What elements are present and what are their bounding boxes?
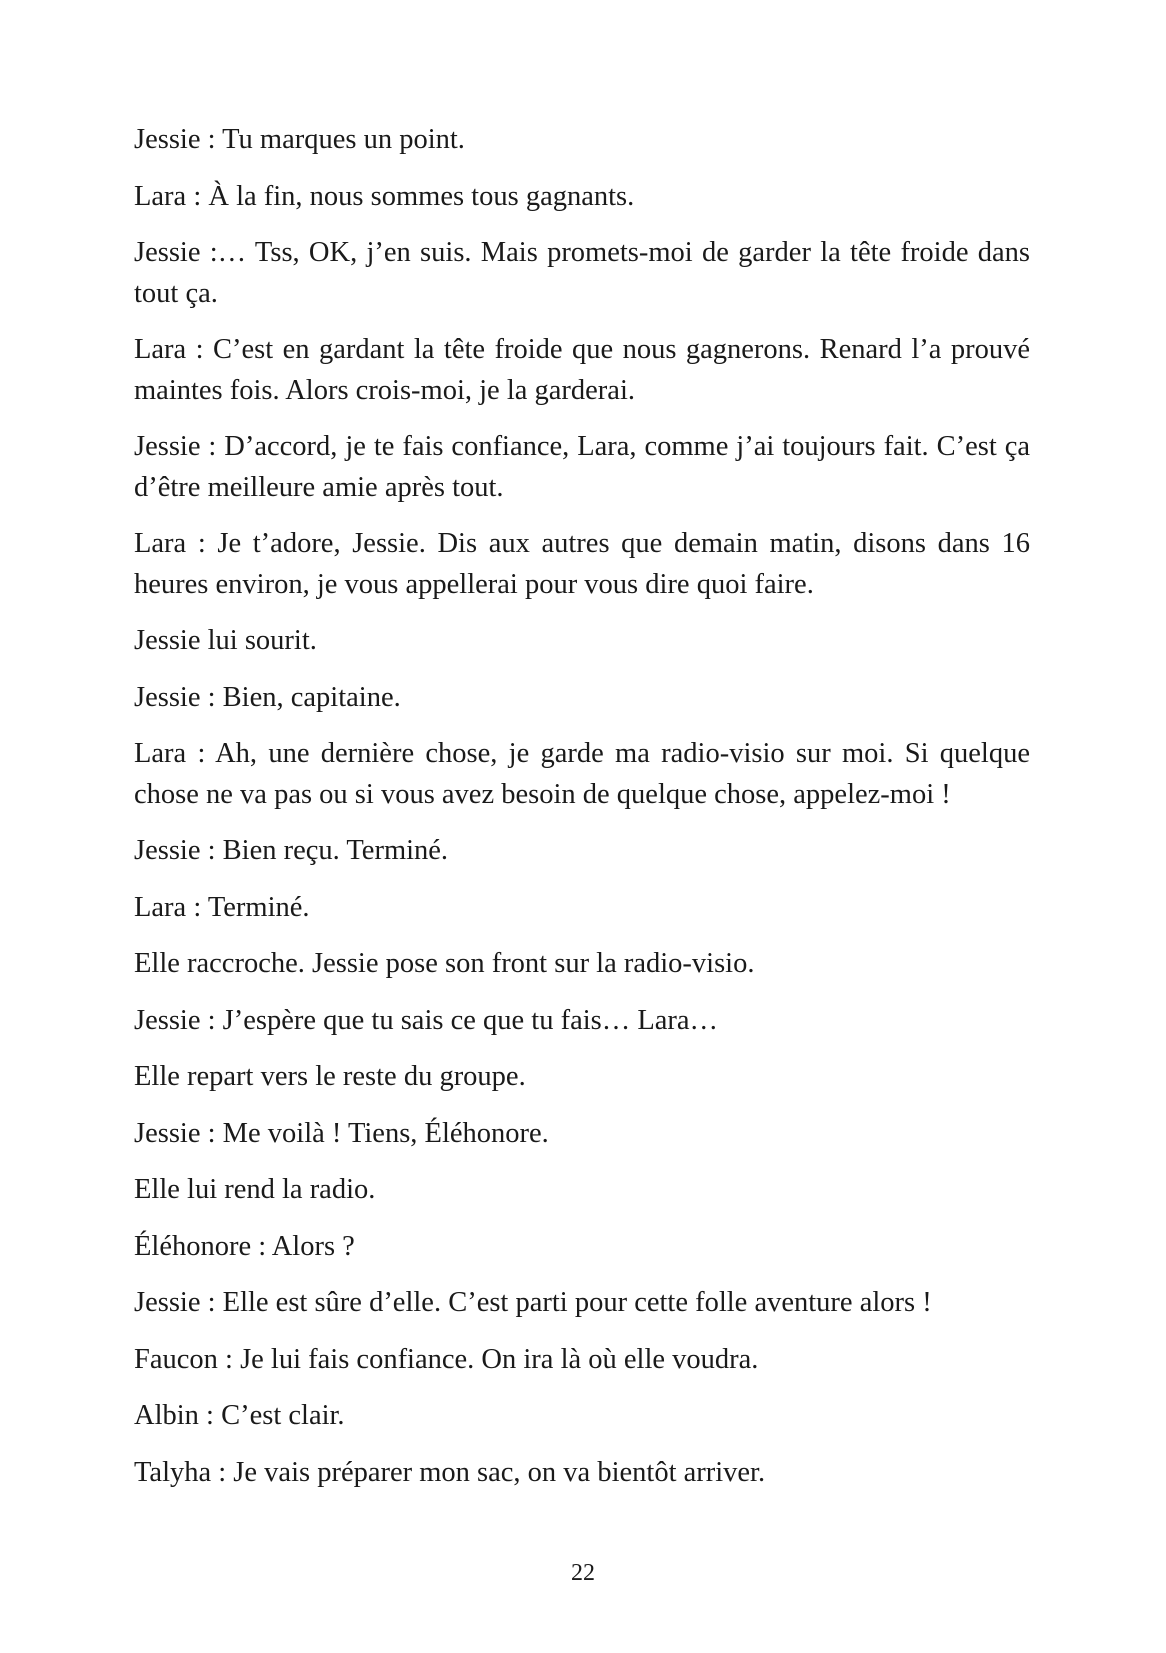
paragraph: Lara : Je t’adore, Jessie. Dis aux autres que demain matin, disons dans 16 heures environ, je vous appellerai pour vous dire quoi faire. bbox=[134, 528, 1030, 600]
paragraph: Éléhonore : Alors ? bbox=[134, 1230, 355, 1262]
paragraph: Jessie : Bien, capitaine. bbox=[134, 681, 401, 713]
paragraph: Lara : Ah, une dernière chose, je garde ma radio-visio sur moi. Si quelque chose ne va pas ou si vous avez besoin de quelque chose, appelez-moi ! bbox=[134, 738, 1030, 810]
paragraph: Talyha : Je vais préparer mon sac, on va bientôt arriver. bbox=[134, 1456, 766, 1488]
text-body bbox=[134, 120, 1030, 1509]
paragraph: Jessie : D’accord, je te fais confiance, Lara, comme j’ai toujours fait. C’est ça d’être meilleure amie après tout. bbox=[134, 431, 1030, 503]
paragraph: Lara : À la fin, nous sommes tous gagnants. bbox=[134, 180, 635, 212]
paragraph: Jessie : J’espère que tu sais ce que tu fais… Lara… bbox=[134, 1004, 719, 1036]
paragraph: Jessie lui sourit. bbox=[134, 625, 317, 656]
paragraph: Faucon : Je lui fais confiance. On ira là où elle voudra. bbox=[134, 1343, 759, 1375]
paragraph: Jessie : Tu marques un point. bbox=[134, 124, 465, 155]
paragraph: Jessie : Me voilà ! Tiens, Éléhonore. bbox=[134, 1117, 549, 1149]
paragraph: Jessie : Bien reçu. Terminé. bbox=[134, 835, 449, 866]
paragraph: Elle lui rend la radio. bbox=[134, 1174, 376, 1205]
paragraph: Albin : C’est clair. bbox=[134, 1400, 345, 1431]
paragraph: Elle repart vers le reste du groupe. bbox=[134, 1061, 526, 1092]
paragraph: Lara : Terminé. bbox=[134, 891, 310, 923]
paragraph: Lara : C’est en gardant la tête froide que nous gagnerons. Renard l’a prouvé maintes fois. Alors crois-moi, je la garderai. bbox=[134, 334, 1030, 406]
page-number: 22 bbox=[571, 1560, 595, 1586]
paragraph: Elle raccroche. Jessie pose son front sur la radio-visio. bbox=[134, 948, 755, 979]
paragraph: Jessie :… Tss, OK, j’en suis. Mais promets-moi de garder la tête froide dans tout ça. bbox=[134, 237, 1030, 309]
paragraph: Jessie : Elle est sûre d’elle. C’est parti pour cette folle aventure alors ! bbox=[134, 1287, 932, 1318]
